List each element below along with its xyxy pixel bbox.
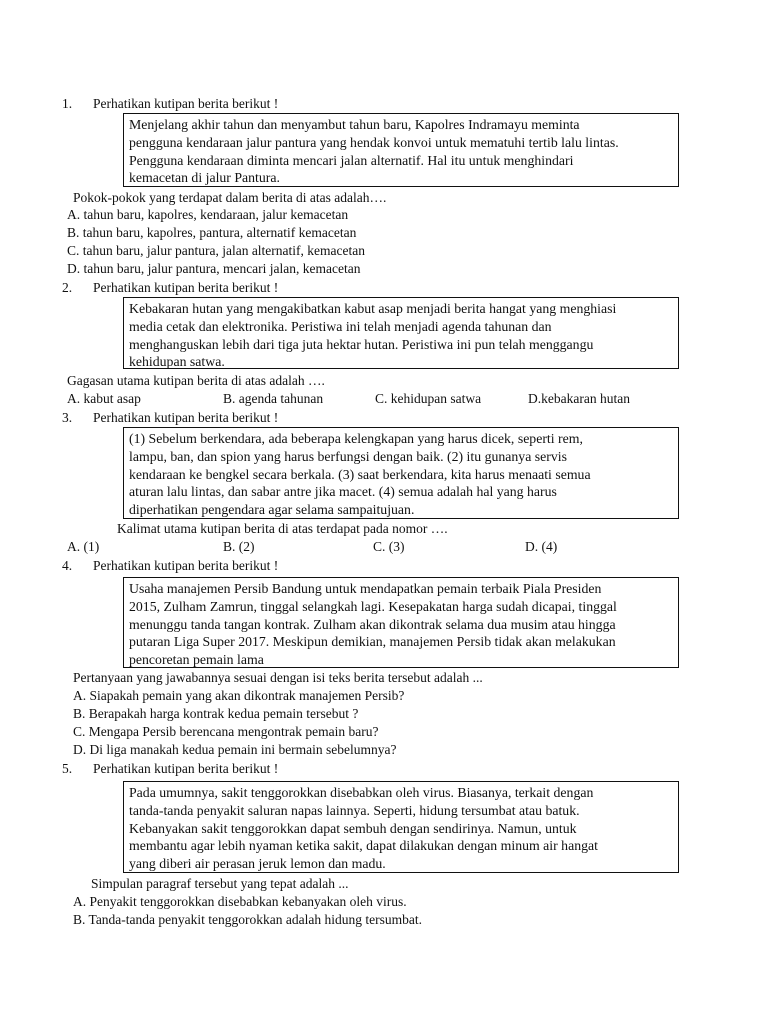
q2-option-a: A. kabut asap bbox=[67, 391, 141, 406]
q1-option-b: B. tahun baru, kapolres, pantura, alternatif kemacetan bbox=[67, 225, 357, 240]
q3-option-a: A. (1) bbox=[67, 539, 100, 554]
q3-question: Kalimat utama kutipan berita di atas terdapat pada nomor …. bbox=[117, 521, 448, 536]
excerpt-line: pengguna kendaraan jalur pantura yang hendak konvoi untuk mematuhi tertib lalu lintas. bbox=[129, 134, 619, 150]
q4-option-d: D. Di liga manakah kedua pemain ini bermain sebelumnya? bbox=[73, 742, 397, 757]
excerpt-line: Kebakaran hutan yang mengakibatkan kabut asap menjadi berita hangat yang menghiasi bbox=[129, 301, 617, 316]
q5-option-b: B. Tanda-tanda penyakit tenggorokkan adalah hidung tersumbat. bbox=[73, 912, 422, 927]
q1-option-c: C. tahun baru, jalur pantura, jalan alternatif, kemacetan bbox=[67, 243, 365, 258]
q1-option-a: A. tahun baru, kapolres, kendaraan, jalur kemacetan bbox=[67, 207, 349, 222]
excerpt-line: media cetak dan elektronika. Peristiwa ini telah menjadi agenda tahunan dan bbox=[129, 318, 552, 334]
q5-excerpt-box bbox=[123, 781, 679, 873]
q4-option-c: C. Mengapa Persib berencana mengontrak pemain baru? bbox=[73, 724, 379, 739]
q2-excerpt-box bbox=[123, 297, 679, 369]
excerpt-line: menghanguskan lebih dari tiga juta hektar hutan. Peristiwa ini pun telah menggangu bbox=[129, 336, 594, 352]
q4-number: 4. bbox=[62, 558, 73, 573]
q3-option-c: C. (3) bbox=[373, 539, 405, 554]
excerpt-line: pencoretan pemain lama bbox=[129, 652, 264, 668]
excerpt-line: 2015, Zulham Zamrun, tinggal selangkah lagi. Kesepakatan harga sudah dicapai, tinggal bbox=[129, 598, 617, 614]
q2-instruction: Perhatikan kutipan berita berikut ! bbox=[93, 280, 279, 295]
q1-instruction: Perhatikan kutipan berita berikut ! bbox=[93, 96, 279, 111]
excerpt-line: membantu agar lebih nyaman ketika sakit, dapat dilakukan dengan minum air hangat bbox=[129, 838, 598, 854]
excerpt-line: Usaha manajemen Persib Bandung untuk mendapatkan pemain terbaik Piala Presiden bbox=[129, 581, 602, 596]
q4-question: Pertanyaan yang jawabannya sesuai dengan isi teks berita tersebut adalah ... bbox=[73, 670, 483, 685]
excerpt-line: Pada umumnya, sakit tenggorokkan disebabkan oleh virus. Biasanya, terkait dengan bbox=[129, 785, 594, 800]
excerpt-line: yang diberi air perasan jeruk lemon dan madu. bbox=[129, 856, 386, 872]
q5-question: Simpulan paragraf tersebut yang tepat adalah ... bbox=[91, 876, 349, 891]
excerpt-line: putaran Liga Super 2017. Meskipun demikian, manajemen Persib tidak akan melakukan bbox=[129, 634, 616, 650]
q4-option-a: A. Siapakah pemain yang akan dikontrak manajemen Persib? bbox=[73, 688, 405, 703]
q5-option-a: A. Penyakit tenggorokkan disebabkan kebanyakan oleh virus. bbox=[73, 894, 407, 909]
q2-option-d: D.kebakaran hutan bbox=[528, 391, 630, 406]
q2-number: 2. bbox=[62, 280, 73, 295]
q3-option-d: D. (4) bbox=[525, 539, 558, 554]
excerpt-line: Menjelang akhir tahun dan menyambut tahun baru, Kapolres Indramayu meminta bbox=[129, 117, 580, 132]
excerpt-line: diperhatikan pengendara agar selama sampaitujuan. bbox=[129, 502, 415, 518]
q4-excerpt-box bbox=[123, 577, 679, 668]
q4-option-b: B. Berapakah harga kontrak kedua pemain tersebut ? bbox=[73, 706, 359, 721]
excerpt-line: Kebanyakan sakit tenggorokkan dapat sembuh dengan sendirinya. Namun, untuk bbox=[129, 820, 577, 836]
q1-option-d: D. tahun baru, jalur pantura, mencari jalan, kemacetan bbox=[67, 261, 361, 276]
q3-instruction: Perhatikan kutipan berita berikut ! bbox=[93, 410, 279, 425]
q4-instruction: Perhatikan kutipan berita berikut ! bbox=[93, 558, 279, 573]
q1-question: Pokok-pokok yang terdapat dalam berita di atas adalah…. bbox=[73, 190, 387, 205]
excerpt-line: kemacetan di jalur Pantura. bbox=[129, 170, 280, 186]
q5-instruction: Perhatikan kutipan berita berikut ! bbox=[93, 761, 279, 776]
q5-number: 5. bbox=[62, 761, 73, 776]
excerpt-line: kehidupan satwa. bbox=[129, 354, 225, 370]
q3-excerpt-box bbox=[123, 427, 679, 519]
excerpt-line: menunggu tanda tangan kontrak. Zulham akan dikontrak selama dua musim atau hingga bbox=[129, 616, 616, 632]
q3-option-b: B. (2) bbox=[223, 539, 255, 554]
excerpt-line: kendaraan ke bengkel secara berkala. (3) saat berkendara, kita harus menaati semua bbox=[129, 466, 591, 482]
q2-option-c: C. kehidupan satwa bbox=[375, 391, 482, 406]
q1-excerpt-box bbox=[123, 113, 679, 187]
q1-number: 1. bbox=[62, 96, 73, 111]
excerpt-line: tanda-tanda penyakit saluran napas lainnya. Seperti, hidung tersumbat atau batuk. bbox=[129, 802, 580, 818]
q2-question: Gagasan utama kutipan berita di atas adalah …. bbox=[67, 373, 325, 388]
excerpt-line: (1) Sebelum berkendara, ada beberapa kelengkapan yang harus dicek, seperti rem, bbox=[129, 431, 583, 446]
excerpt-line: aturan lalu lintas, dan sabar antre jika macet. (4) semua adalah hal yang harus bbox=[129, 484, 557, 500]
excerpt-line: Pengguna kendaraan diminta mencari jalan alternatif. Hal itu untuk menghindari bbox=[129, 152, 574, 168]
q3-number: 3. bbox=[62, 410, 73, 425]
excerpt-line: lampu, ban, dan spion yang harus berfungsi dengan baik. (2) itu gunanya servis bbox=[129, 448, 567, 464]
q2-option-b: B. agenda tahunan bbox=[223, 391, 324, 406]
